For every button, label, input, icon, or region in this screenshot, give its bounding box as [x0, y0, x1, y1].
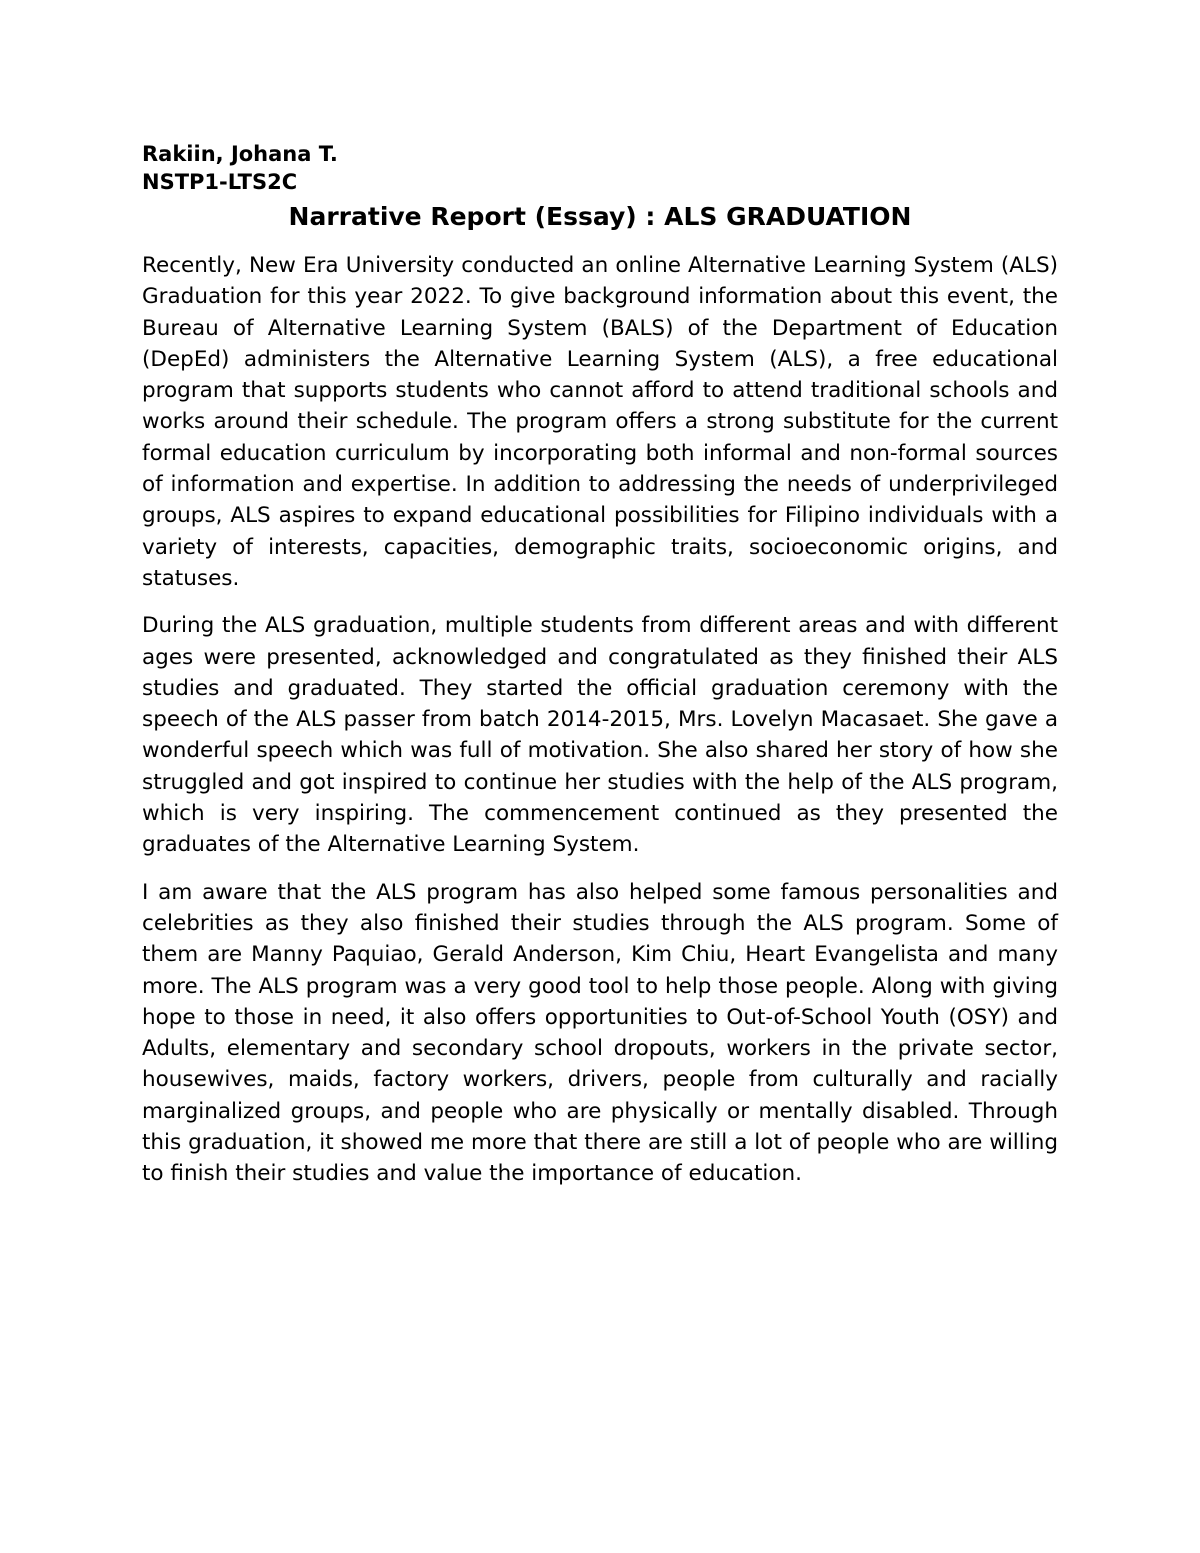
document-title: Narrative Report (Essay) : ALS GRADUATION [288, 202, 912, 231]
paragraph-3: I am aware that the ALS program has also helped some famous personalities and celebrities as they also finished their studies through the ALS program. Some of them are Manny Paquiao, Gerald Anderson, Kim Chiu, Heart Evangelista and many more. The ALS program was a very good tool to help those people. Along with giving hope to those in need, it also offers opportunities to Out-of-School Youth (OSY) and Adults, elementary and secondary school dropouts, workers in the private sector, housewives, maids, factory workers, drivers, people from culturally and racially marginalized groups, and people who are physically or mentally disabled. Through this graduation, it showed me more that there are still a lot of people who are willing to finish their studies and value the importance of education. [142, 879, 1058, 1187]
document-body [142, 140, 1058, 1206]
author-name: Rakiin, Johana T. [142, 142, 338, 166]
paragraph-1: Recently, New Era University conducted an online Alternative Learning System (ALS) Graduation for this year 2022. To give background information about this event, the Bureau of Alternative Learning System (BALS) of the Department of Education (DepEd) administers the Alternative Learning System (ALS), a free educational program that supports students who cannot afford to attend traditional schools and works around their schedule. The program offers a strong substitute for the current formal education curriculum by incorporating both informal and non-formal sources of information and expertise. In addition to addressing the needs of underprivileged groups, ALS aspires to expand educational possibilities for Filipino individuals with a variety of interests, capacities, demographic traits, socioeconomic origins, and statuses. [142, 253, 1058, 591]
paragraph-2: During the ALS graduation, multiple students from different areas and with different ages were presented, acknowledged and congratulated as they finished their ALS studies and graduated. They started the official graduation ceremony with the speech of the ALS passer from batch 2014-2015, Mrs. Lovelyn Macasaet. She gave a wonderful speech which was full of motivation. She also shared her story of how she struggled and got inspired to continue her studies with the help of the ALS program, which is very inspiring. The commencement continued as they presented the graduates of the Alternative Learning System. [142, 613, 1058, 858]
class-section: NSTP1-LTS2C [142, 170, 298, 194]
